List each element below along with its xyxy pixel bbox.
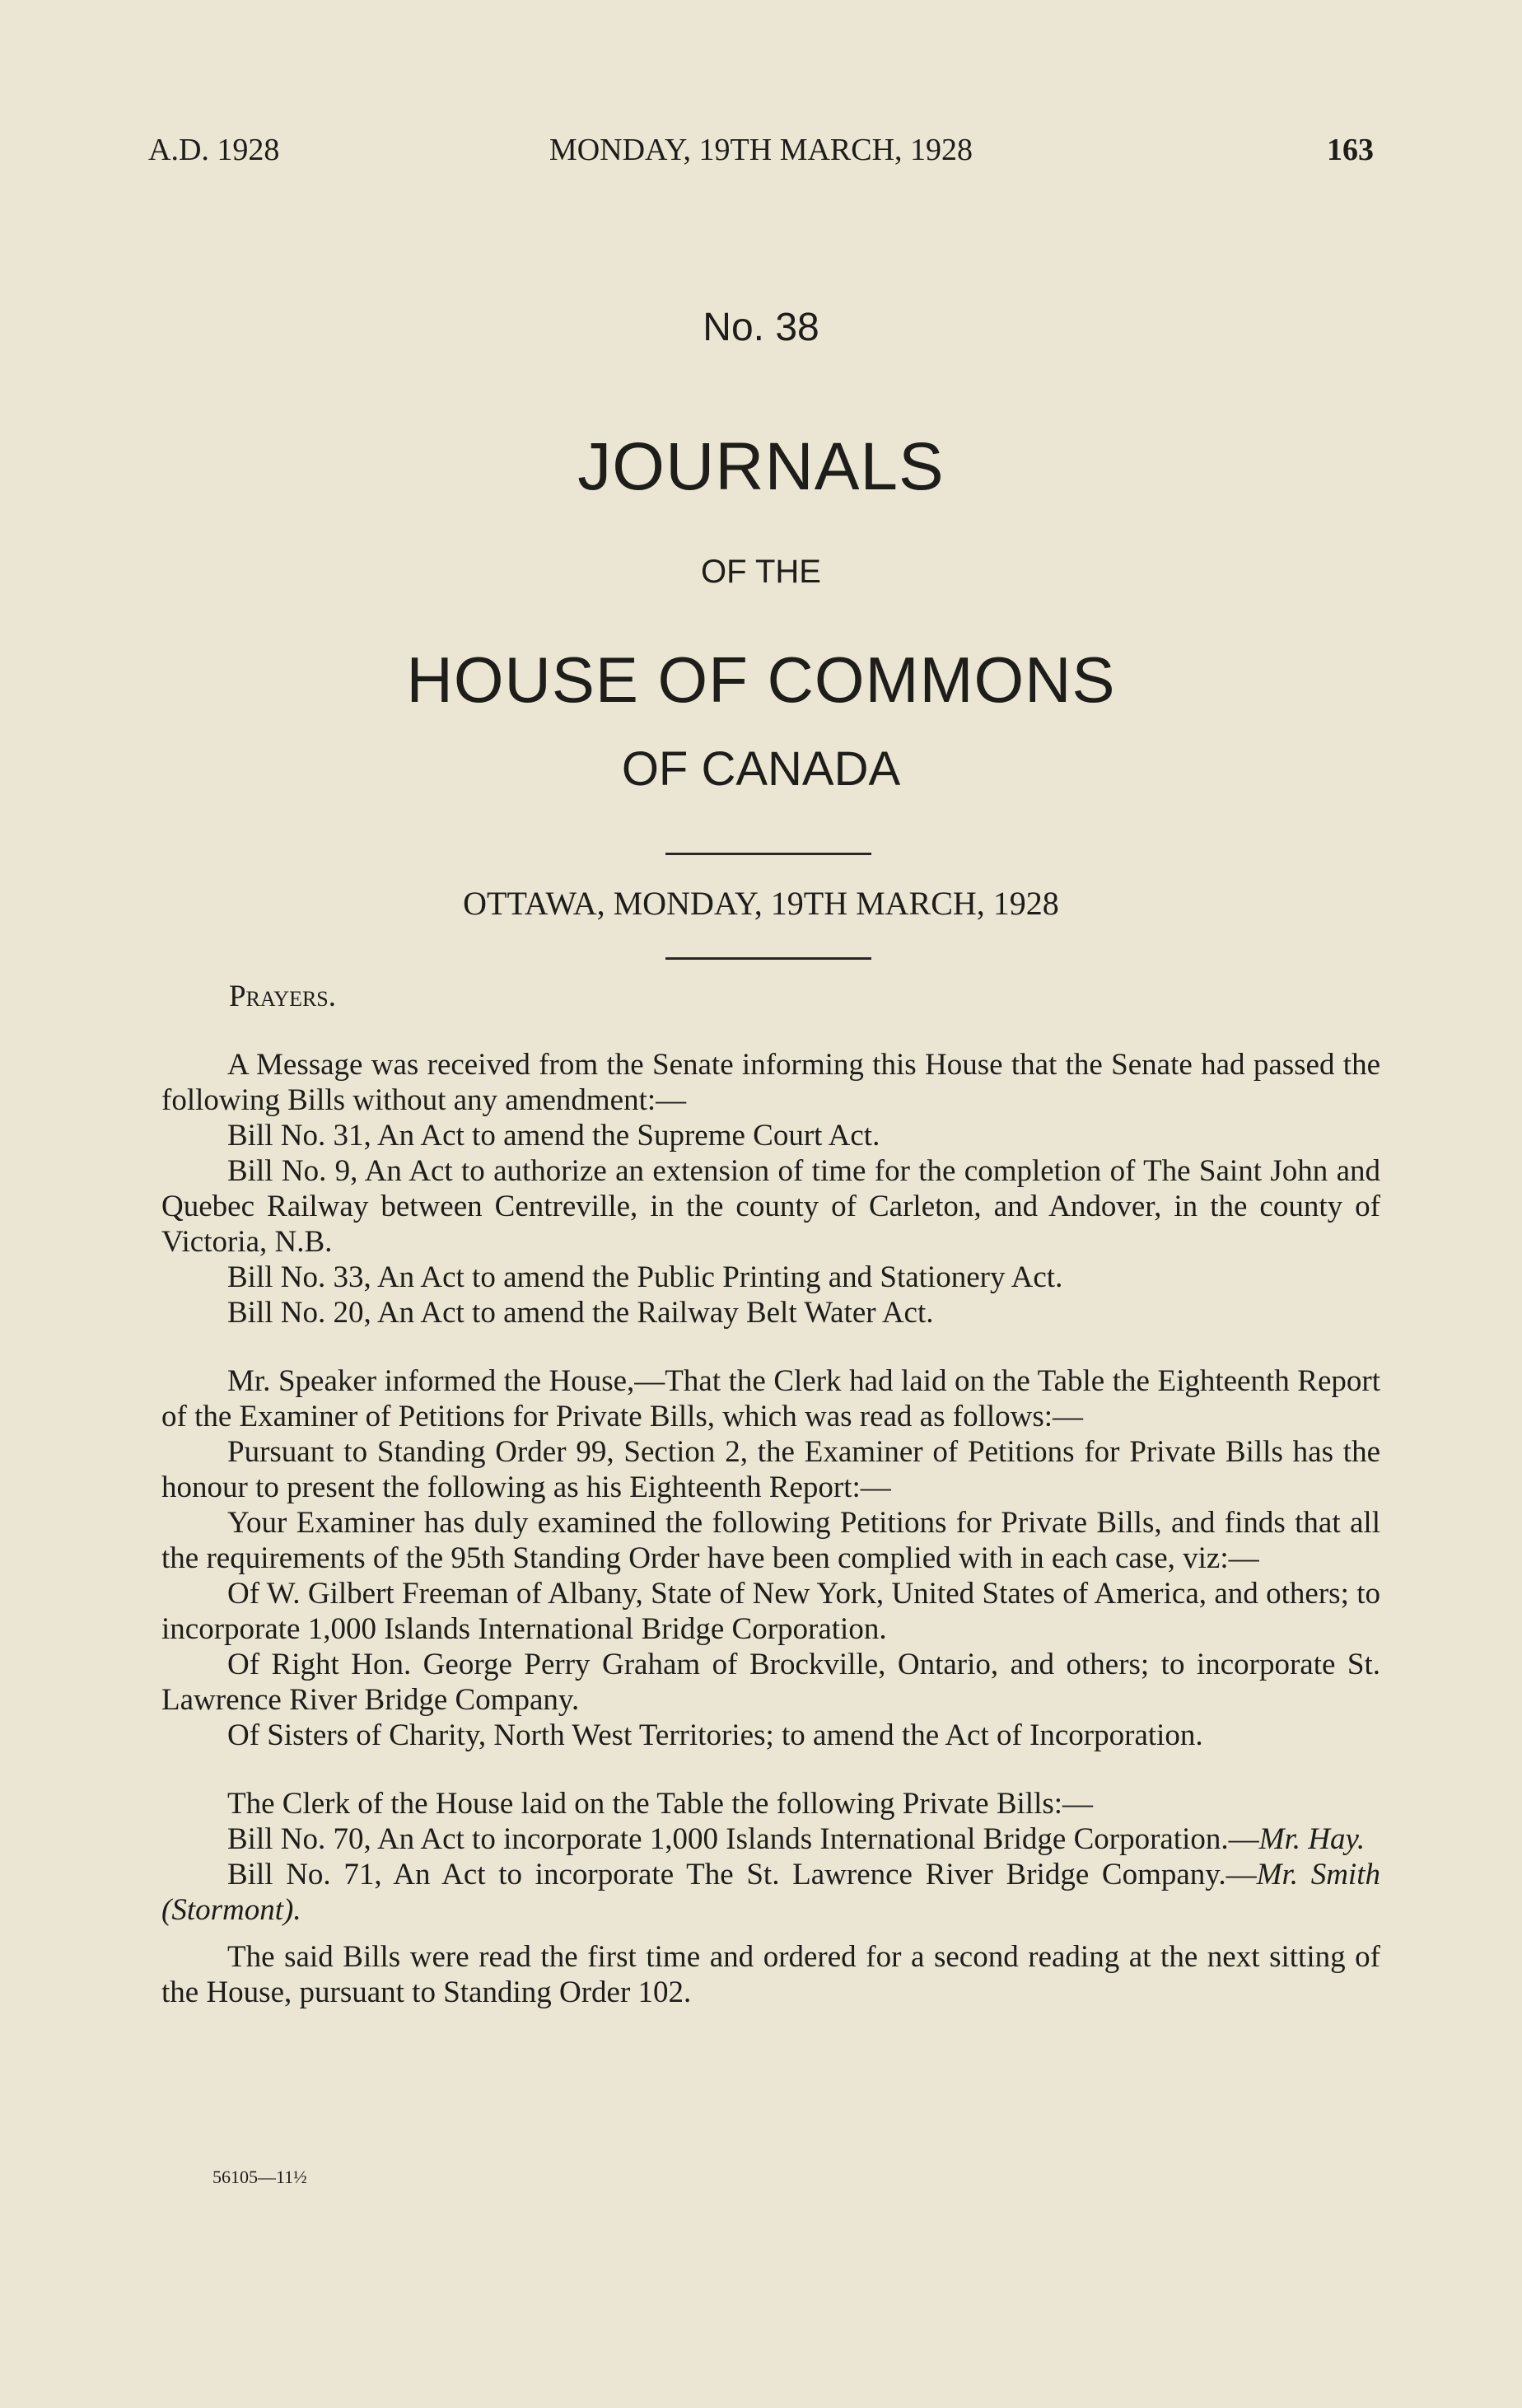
- title-of-the: OF THE: [701, 554, 821, 590]
- first-reading-statement: The said Bills were read the first time and ordered for a second reading at the next sitting of the House, pursuant to Standing Order 102.: [161, 1940, 1380, 2009]
- print-code: 56105—11½: [212, 2167, 307, 2187]
- title-house-of-commons: HOUSE OF COMMONS: [406, 643, 1116, 716]
- header-year: A.D. 1928: [148, 133, 280, 167]
- petition-graham: Of Right Hon. George Perry Graham of Brockville, Ontario, and others; to incorporate St. Lawrence River Bridge Company.: [161, 1648, 1380, 1717]
- bill-33: Bill No. 33, An Act to amend the Public Printing and Stationery Act.: [227, 1260, 1063, 1294]
- title-of-canada: OF CANADA: [621, 742, 901, 796]
- bill-71: [161, 1857, 1380, 1928]
- bill-20: Bill No. 20, An Act to amend the Railway Belt Water Act.: [227, 1296, 934, 1330]
- bill-31: Bill No. 31, An Act to amend the Supreme Court Act.: [227, 1119, 880, 1153]
- title-journals: JOURNALS: [577, 429, 945, 504]
- petition-freeman: Of W. Gilbert Freeman of Albany, State of New York, United States of America, and others; to incorporate 1,000 Islands International Bridge Corporation.: [161, 1577, 1380, 1646]
- divider-bottom: [665, 957, 871, 960]
- page-number: 163: [1327, 133, 1374, 167]
- bill-70-mover: Mr. Hay.: [1258, 1822, 1366, 1856]
- clerk-statement: The Clerk of the House laid on the Table the following Private Bills:—: [227, 1787, 1094, 1821]
- report-findings: Your Examiner has duly examined the following Petitions for Private Bills, and finds that all the requirements of the 95th Standing Order have been complied with in each case, viz:—: [161, 1506, 1380, 1575]
- bill-70: [161, 1821, 1380, 1857]
- dateline: OTTAWA, MONDAY, 19TH MARCH, 1928: [463, 885, 1059, 922]
- senate-message: A Message was received from the Senate informing this House that the Senate had passed the following Bills without any amendment:—: [161, 1048, 1380, 1117]
- petition-sisters: Of Sisters of Charity, North West Territories; to amend the Act of Incorporation.: [227, 1718, 1203, 1752]
- bill-9: Bill No. 9, An Act to authorize an extension of time for the completion of The Saint John and Quebec Railway between Centreville, in the county of Carleton, and Andover, in the county of Victoria, N.B.: [161, 1154, 1380, 1259]
- body-text: [161, 979, 1380, 2010]
- speaker-statement: Mr. Speaker informed the House,—That the Clerk had laid on the Table the Eighteenth Report of the Examiner of Petitions for Private Bills, which was read as follows:—: [161, 1364, 1380, 1433]
- header-date: MONDAY, 19TH MARCH, 1928: [549, 133, 973, 167]
- journal-number: No. 38: [703, 306, 819, 349]
- bill-71-text: Bill No. 71, An Act to incorporate The St. Lawrence River Bridge Company.—: [227, 1858, 1257, 1891]
- prayers-heading: Prayers.: [229, 980, 337, 1013]
- divider-top: [665, 853, 871, 855]
- bill-71-mover: Mr. Smith (Stormont).: [161, 1858, 1380, 1927]
- running-head: [148, 132, 1374, 173]
- report-intro: Pursuant to Standing Order 99, Section 2, the Examiner of Petitions for Private Bills has the honour to present the following as his Eighteenth Report:—: [161, 1435, 1380, 1504]
- bill-70-text: Bill No. 70, An Act to incorporate 1,000 Islands International Bridge Corporation.—: [227, 1822, 1259, 1856]
